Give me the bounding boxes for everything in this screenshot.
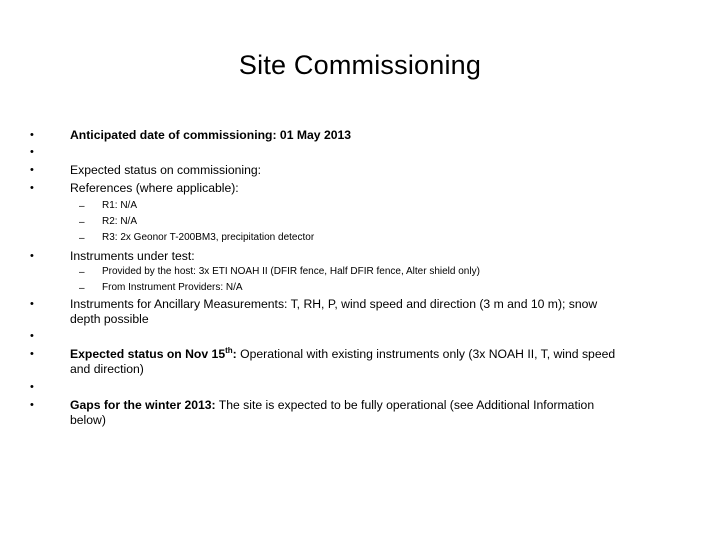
bullet: • (30, 182, 34, 194)
bullet: • (30, 330, 34, 342)
bullet: • (30, 381, 34, 393)
anticipated-commissioning-date: Anticipated date of commissioning: 01 May 2013 (70, 128, 352, 142)
references-label: References (where applicable): (70, 181, 239, 195)
bullet: • (30, 164, 34, 176)
instruments-under-test-label: Instruments under test: (70, 249, 195, 263)
bullet: • (30, 146, 34, 158)
ancillary-measurements: Instruments for Ancillary Measurements: T, RH, P, wind speed and direction (3 m and 10 m); snow depth possible (70, 297, 598, 326)
bullet: • (30, 298, 34, 310)
bullet: • (30, 348, 34, 360)
bullet: • (30, 129, 34, 141)
bullet: • (30, 399, 34, 411)
expected-status-nov15: Expected status on Nov 15th: Operational with existing instruments only (3x NOAH II, T, wind speed and direction) (70, 345, 616, 376)
bullet: • (30, 250, 34, 262)
gaps-winter-2013: Gaps for the winter 2013: The site is expected to be fully operational (see Additional Information below) (70, 398, 595, 427)
expected-status-label: Expected status on commissioning: (70, 163, 262, 177)
slide-title: Site Commissioning (238, 50, 482, 80)
